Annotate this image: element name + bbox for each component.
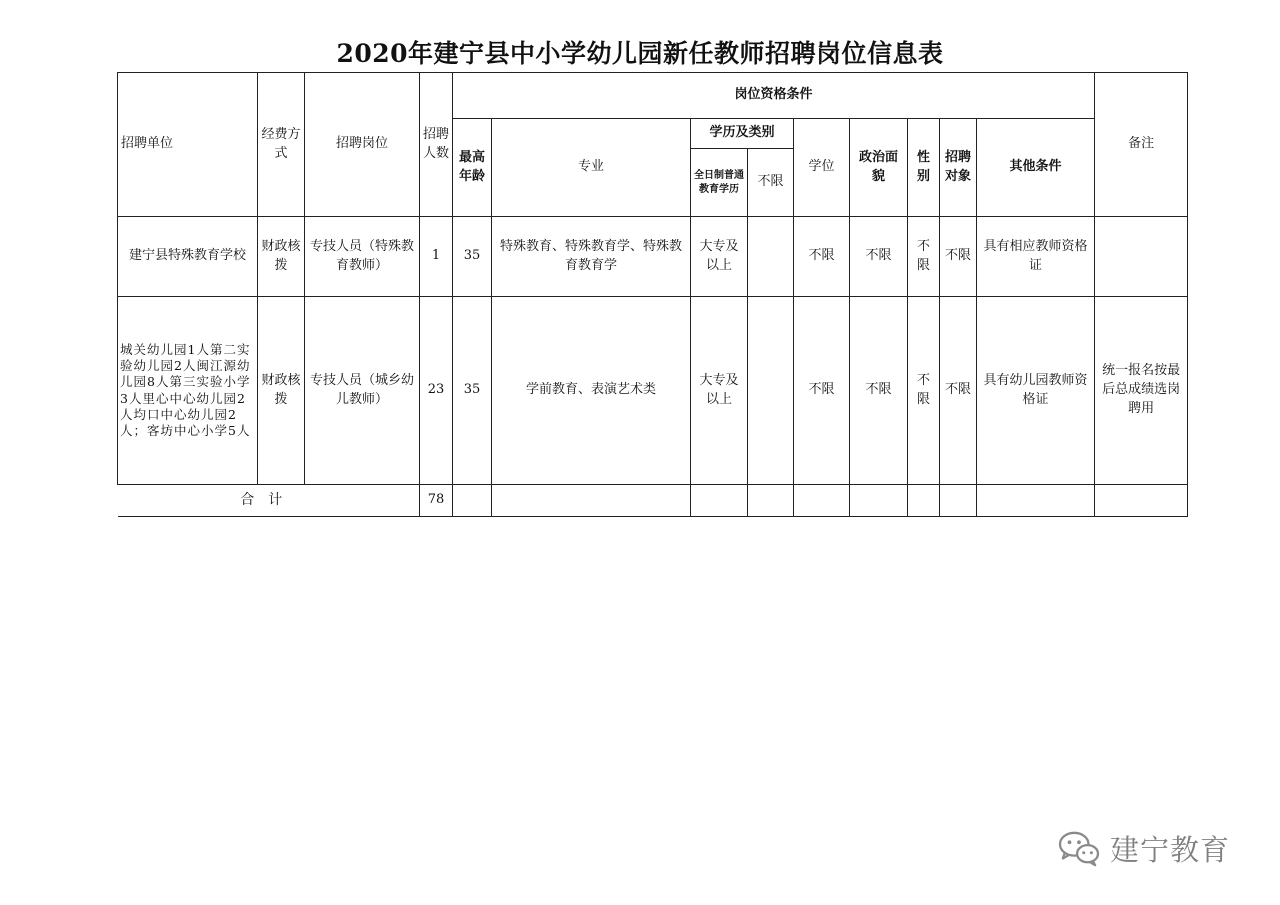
header-education: 学历及类别 [691,119,794,149]
row-remarks: 统一报名按最后总成绩选岗聘用 [1095,297,1188,485]
wechat-watermark [1056,826,1230,870]
total-empty [492,485,691,517]
page-title: 2020年建宁县中小学幼儿园新任教师招聘岗位信息表 [336,39,944,68]
header-max-age: 最高年龄 [453,119,492,217]
wechat-icon [1056,829,1102,867]
header-remarks: 备注 [1095,73,1188,217]
header-count: 招聘人数 [420,73,453,217]
header-degree: 学位 [794,119,850,217]
row-gender: 不限 [908,217,940,297]
watermark-text: 建宁教育 [1110,832,1231,867]
row-funding: 财政核拨 [258,297,305,485]
row-position: 专技人员（城乡幼儿教师） [305,297,420,485]
total-row [118,485,1188,517]
row-max-age: 35 [453,297,492,485]
row-count: 1 [420,217,453,297]
header-gender: 性别 [908,119,940,217]
total-empty [794,485,850,517]
row-unit: 城关幼儿园1人第二实验幼儿园2人闽江源幼儿园8人第三实验小学3人里心中心幼儿园2人均口中心幼儿园2人；客坊中心小学5人 [118,297,258,485]
row-major: 特殊教育、特殊教育学、特殊教育教育学 [492,217,691,297]
header-row-1 [118,73,1188,119]
row-unlimited [748,217,794,297]
row-remarks [1095,217,1188,297]
total-empty [940,485,977,517]
row-degree: 不限 [794,297,850,485]
row-funding: 财政核拨 [258,217,305,297]
row-target: 不限 [940,217,977,297]
row-other: 具有相应教师资格证 [977,217,1095,297]
header-fulltime: 全日制普通教育学历 [691,149,748,217]
total-empty [908,485,940,517]
row-unlimited [748,297,794,485]
row-major: 学前教育、表演艺术类 [492,297,691,485]
total-empty [748,485,794,517]
header-other: 其他条件 [977,119,1095,217]
total-empty [850,485,908,517]
total-count: 78 [420,485,453,517]
row-fulltime: 大专及以上 [691,297,748,485]
table-row [118,217,1188,297]
total-empty [977,485,1095,517]
header-unlimited: 不限 [748,149,794,217]
total-empty [691,485,748,517]
row-political: 不限 [850,297,908,485]
table-row [118,297,1188,485]
row-degree: 不限 [794,217,850,297]
row-target: 不限 [940,297,977,485]
recruitment-table [117,72,1188,517]
header-funding: 经费方式 [258,73,305,217]
total-empty [453,485,492,517]
header-unit: 招聘单位 [118,73,258,217]
total-empty [1095,485,1188,517]
row-unit: 建宁县特殊教育学校 [118,217,258,297]
row-position: 专技人员（特殊教育教师） [305,217,420,297]
header-political: 政治面貌 [850,119,908,217]
header-qualifications: 岗位资格条件 [453,73,1095,119]
header-target: 招聘对象 [940,119,977,217]
row-fulltime: 大专及以上 [691,217,748,297]
header-position: 招聘岗位 [305,73,420,217]
row-gender: 不限 [908,297,940,485]
row-other: 具有幼儿园教师资格证 [977,297,1095,485]
total-label: 合计 [118,485,420,517]
row-political: 不限 [850,217,908,297]
row-max-age: 35 [453,217,492,297]
header-major: 专业 [492,119,691,217]
row-count: 23 [420,297,453,485]
